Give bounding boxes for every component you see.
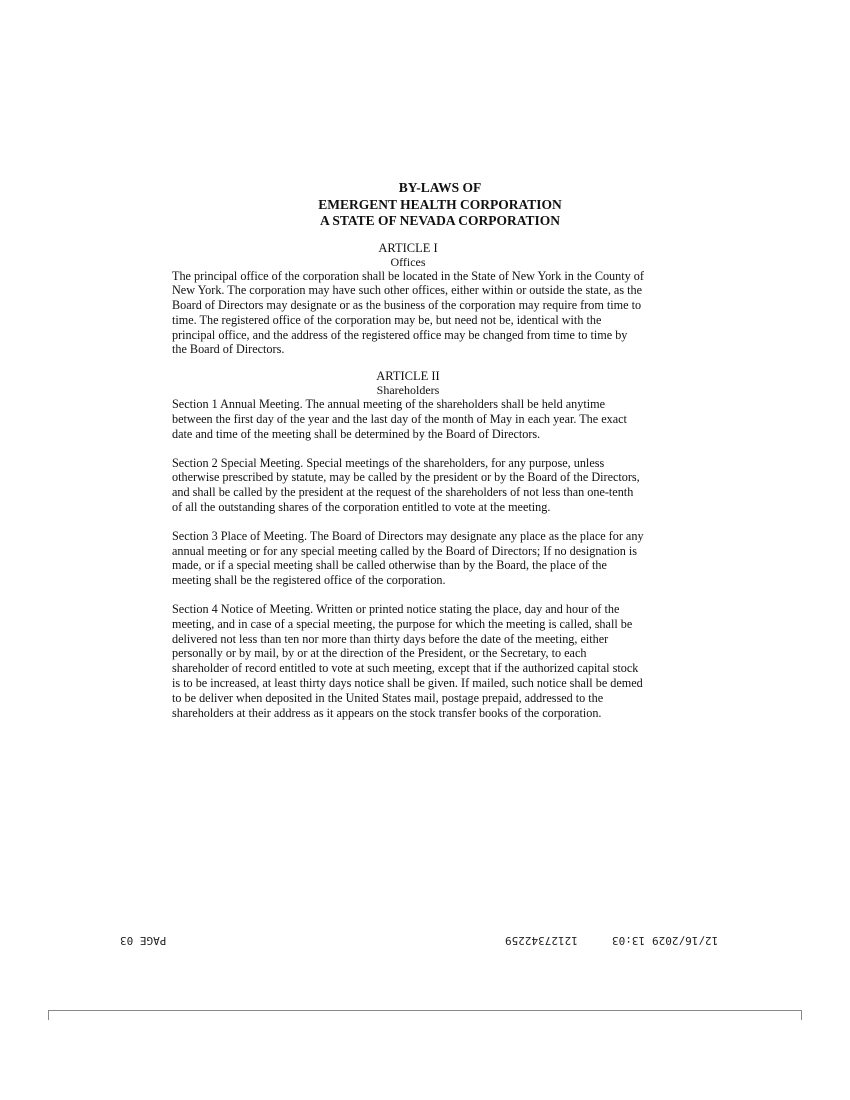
section-1-annual-meeting: Section 1 Annual Meeting. The annual meeting of the shareholders shall be held anytime between the first day of the year and the last day of the month of May in each year. The exact date and time of the meeting shall be determined by the Board of Directors. (172, 397, 627, 441)
section-2-special-meeting: Section 2 Special Meeting. Special meetings of the shareholders, for any purpose, unless otherwise prescribed by statute, may be called by the president or by the Board of the Directors, and shall be called by the president at the request of the shareholders of not less than one-tenth of all the outstanding shares of the corporation entitled to vote at the meeting. (172, 455, 640, 515)
article-1-number: ARTICLE I (378, 240, 438, 255)
fax-page-number: PAGE 03 (120, 934, 167, 947)
article-2-name: Shareholders (376, 383, 440, 398)
article-1-name: Offices (390, 254, 426, 269)
article-1-heading (172, 241, 644, 269)
document-body (172, 180, 644, 732)
bottom-border (48, 1010, 802, 1020)
fax-phone-number: 12127342259 (505, 934, 578, 947)
fax-date: 12/16/2029 (652, 934, 719, 947)
article-2-number: ARTICLE II (376, 369, 440, 384)
fax-header-strip (0, 934, 850, 952)
section-4-notice-of-meeting: Section 4 Notice of Meeting. Written or printed notice stating the place, day and hour of the meeting, and in case of a special meeting, the purpose for which the meeting is called, shall be delivered not less than ten nor more than thirty days before the date of the meeting, either personally or by mail, by or at the direction of the President, or the Secretary, to each shareholder of record entitled to vote at such meeting, except that if the authorized capital stock is to be increased, at least thirty days notice shall be given. If mailed, such notice shall be demed to be deliver when deposited in the United States mail, postage prepaid, addressed to the shareholders at their address as it appears on the stock transfer books of the corporation. (172, 602, 643, 720)
title-line-1: BY-LAWS OF (398, 180, 482, 195)
article-1-paragraph-1: The principal office of the corporation shall be located in the State of New York in the County of New York. The corporation may have such other offices, either within or outside the state, as the Board of Directors may designate or as the business of the corporation may require from time to time. The registered office of the corporation may be, but need not be, identical with the principal office, and the address of the registered office may be changed from time to time by the Board of Directors. (172, 268, 644, 357)
article-1 (172, 241, 644, 358)
document-title (172, 180, 644, 230)
article-2 (172, 369, 644, 720)
title-line-2: EMERGENT HEALTH CORPORATION (318, 196, 562, 212)
article-2-heading (172, 369, 644, 397)
section-3-place-of-meeting: Section 3 Place of Meeting. The Board of Directors may designate any place as the place for any annual meeting or for any special meeting called by the Board of Directors; If no designation is made, or if a special meeting shall be called otherwise than by the Board, the place of the meeting shall be the registered office of the corporation. (172, 528, 644, 588)
title-line-3: A STATE OF NEVADA CORPORATION (319, 213, 561, 228)
fax-time: 13:03 (612, 934, 646, 947)
